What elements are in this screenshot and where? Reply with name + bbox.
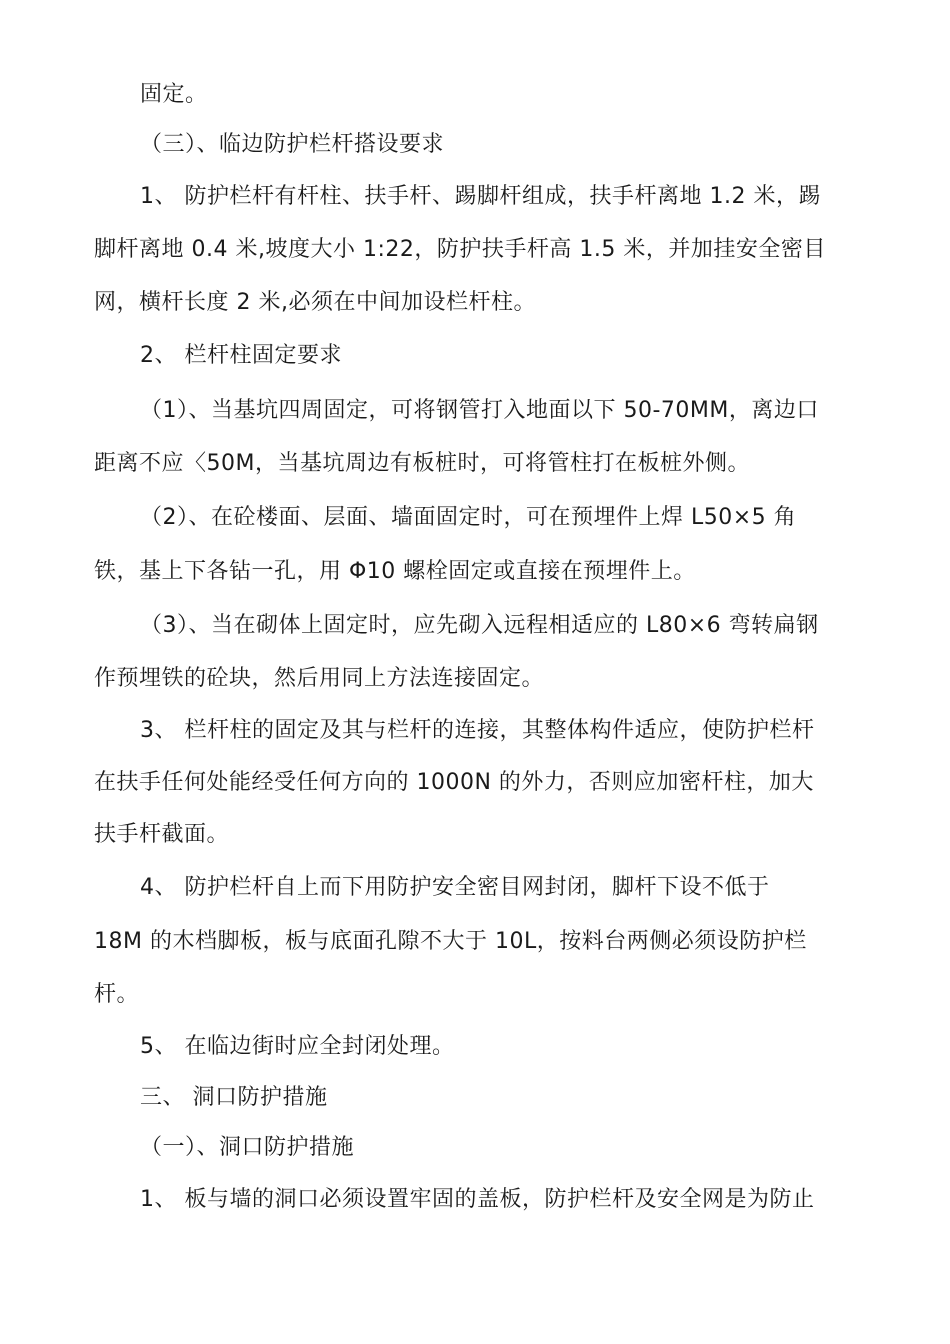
text-line-22: 1、 板与墙的洞口必须设置牢固的盖板，防护栏杆及安全网是为防止: [140, 1187, 815, 1212]
text-line-14: 在扶手任何处能经受任何方向的 1000N 的外力，否则应加密杆柱，加大: [94, 770, 814, 795]
text-line-9: （2）、在砼楼面、层面、墙面固定时，可在预埋件上焊 L50×5 角: [140, 505, 797, 530]
text-line-5: 网，横杆长度 2 米,必须在中间加设栏杆柱。: [94, 290, 536, 315]
text-line-19: 5、 在临边街时应全封闭处理。: [140, 1034, 455, 1059]
section-heading-opening-protection: 三、 洞口防护措施: [140, 1085, 328, 1110]
subsection-heading-opening-protection: （一）、洞口防护措施: [140, 1135, 355, 1160]
text-line-13: 3、 栏杆柱的固定及其与栏杆的连接，其整体构件适应，使防护栏杆: [140, 718, 815, 743]
text-line-15: 扶手杆截面。: [94, 822, 230, 847]
text-line-10: 铁，基上下各钻一孔，用 Φ10 螺栓固定或直接在预埋件上。: [94, 559, 696, 584]
text-line-12: 作预埋铁的砼块，然后用同上方法连接固定。: [94, 666, 545, 691]
text-line-11: （3）、当在砌体上固定时，应先砌入远程相适应的 L80×6 弯转扁钢: [140, 613, 819, 638]
text-line-7: （1）、当基坑四周固定，可将钢管打入地面以下 50-70MM，离边口: [140, 398, 819, 423]
text-line-8: 距离不应〈50M，当基坑周边有板桩时，可将管柱打在板桩外侧。: [94, 451, 750, 476]
text-line-17: 18M 的木档脚板，板与底面孔隙不大于 10L，按料台两侧必须设防护栏: [94, 929, 807, 954]
section-heading-guardrail-requirements: （三）、临边防护栏杆搭设要求: [140, 132, 445, 157]
text-line-1: 固定。: [140, 82, 208, 107]
text-line-16: 4、 防护栏杆自上而下用防护安全密目网封闭，脚杆下设不低于: [140, 875, 770, 900]
text-line-3: 1、 防护栏杆有杆柱、扶手杆、踢脚杆组成，扶手杆离地 1.2 米，踢: [140, 184, 821, 209]
text-line-4: 脚杆离地 0.4 米,坡度大小 1:22，防护扶手杆高 1.5 米，并加挂安全密目: [94, 237, 826, 262]
text-line-18: 杆。: [94, 982, 140, 1007]
text-line-6: 2、 栏杆柱固定要求: [140, 343, 342, 368]
